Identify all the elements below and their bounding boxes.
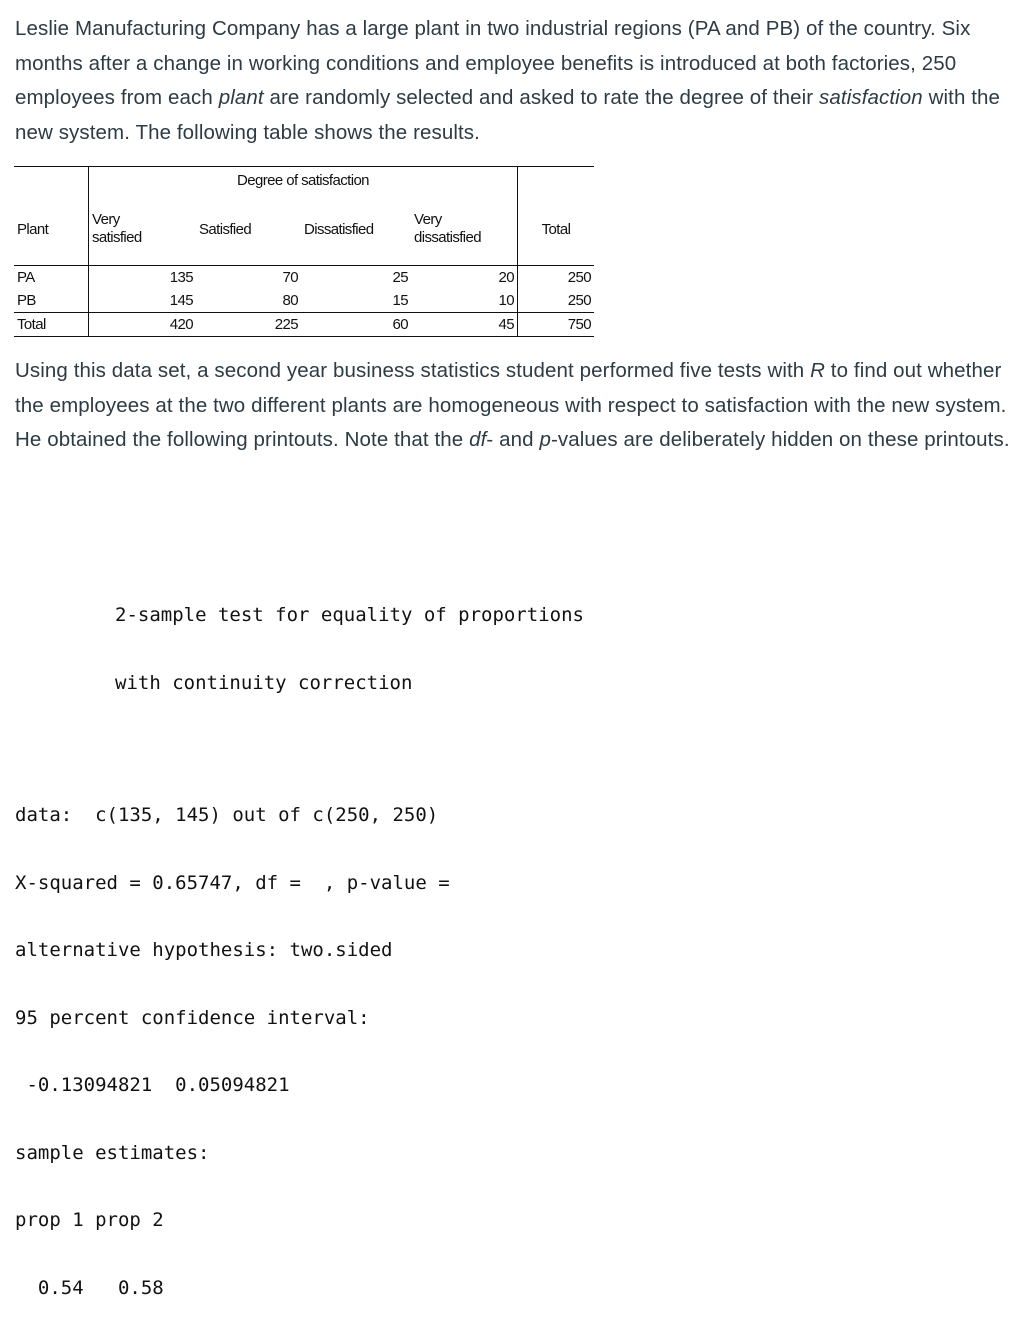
row-plant: PA xyxy=(17,269,35,286)
cell-dissatisfied: 60 xyxy=(301,313,411,337)
col-header-dissatisfied: Dissatisfied xyxy=(301,193,411,266)
col-header-very-satisfied xyxy=(89,193,197,266)
col-header-total: Total xyxy=(518,193,595,266)
printout-alternative-line: alternative hypothesis: two.sided xyxy=(15,939,393,961)
table-row xyxy=(14,266,594,290)
printout-title-line1: 2-sample test for equality of proportions xyxy=(115,604,584,626)
row-plant: Total xyxy=(14,313,89,337)
degree-of-satisfaction-header: Degree of satisfaction xyxy=(89,167,518,194)
row-plant: PB xyxy=(14,289,89,313)
printout-data-line: data: c(135, 145) out of c(250, 250) xyxy=(15,804,439,826)
second-text-3: - and xyxy=(486,428,540,451)
intro-paragraph xyxy=(15,12,1015,150)
col-header-very-dissatisfied-line1: Very xyxy=(414,211,442,228)
r-printout xyxy=(15,559,584,1322)
cell-very-satisfied: 135 xyxy=(89,266,197,290)
printout-statistic-line: X-squared = 0.65747, df = , p-value = xyxy=(15,871,450,894)
cell-dissatisfied: 15 xyxy=(301,289,411,313)
cell-total: 250 xyxy=(567,269,591,286)
cell-total: 250 xyxy=(518,289,595,313)
intro-text-1: Leslie Manufacturing Company has a large plant in two industrial regions (PA and PB) of the country. Six months after a change in working conditions and employee benefits is introduced at both factories, 250 employees from each xyxy=(15,17,971,109)
second-paragraph xyxy=(15,354,1015,458)
cell-very-dissatisfied: 20 xyxy=(411,266,518,290)
second-text-4: -values are deliberately hidden on these printouts. xyxy=(550,428,1010,451)
second-emphasis-p: p xyxy=(539,428,551,451)
col-header-plant: Plant xyxy=(14,193,89,266)
cell-satisfied: 80 xyxy=(196,289,301,313)
intro-emphasis-plant: plant xyxy=(218,86,264,109)
cell-total: 750 xyxy=(518,313,595,337)
col-header-very-satisfied-line2: satisfied xyxy=(92,229,142,246)
intro-text-3: with the new system. The following table shows the results. xyxy=(15,86,1001,144)
second-text-1: Using this data set, a second year business statistics student performed five tests with xyxy=(15,359,811,382)
cell-very-dissatisfied: 10 xyxy=(411,289,518,313)
second-emphasis-df: df xyxy=(469,428,487,451)
col-header-very-dissatisfied-line2: dissatisfied xyxy=(414,229,482,246)
printout-prop-values: 0.54 0.58 xyxy=(15,1276,164,1299)
printout-prop-labels: prop 1 prop 2 xyxy=(15,1209,164,1231)
printout-ci-label: 95 percent confidence interval: xyxy=(15,1006,370,1029)
cell-very-dissatisfied: 45 xyxy=(411,313,518,337)
printout-estimates-label: sample estimates: xyxy=(15,1141,210,1164)
intro-emphasis-satisfaction: satisfaction xyxy=(819,86,923,109)
cell-very-satisfied: 145 xyxy=(89,289,197,313)
printout-title-line2: with continuity correction xyxy=(115,671,413,694)
cell-satisfied: 70 xyxy=(282,269,298,286)
table-row xyxy=(14,313,594,337)
printout-ci-values: -0.13094821 0.05094821 xyxy=(15,1074,290,1096)
cell-satisfied: 225 xyxy=(196,313,301,337)
col-header-very-dissatisfied xyxy=(411,193,518,266)
second-text-2: to find out whether the employees at the two different plants are homogeneous with respect to satisfaction with the new system. He obtained the following printouts. Note that the xyxy=(15,359,1007,451)
cell-very-satisfied: 420 xyxy=(89,313,197,337)
table-row xyxy=(14,289,594,313)
cell-dissatisfied: 25 xyxy=(392,269,408,286)
intro-text-2: are randomly selected and asked to rate the degree of their xyxy=(263,86,820,109)
col-header-very-satisfied-line1: Very xyxy=(92,211,120,228)
second-emphasis-r: R xyxy=(810,359,826,382)
satisfaction-table xyxy=(14,166,594,337)
col-header-satisfied: Satisfied xyxy=(196,193,301,266)
